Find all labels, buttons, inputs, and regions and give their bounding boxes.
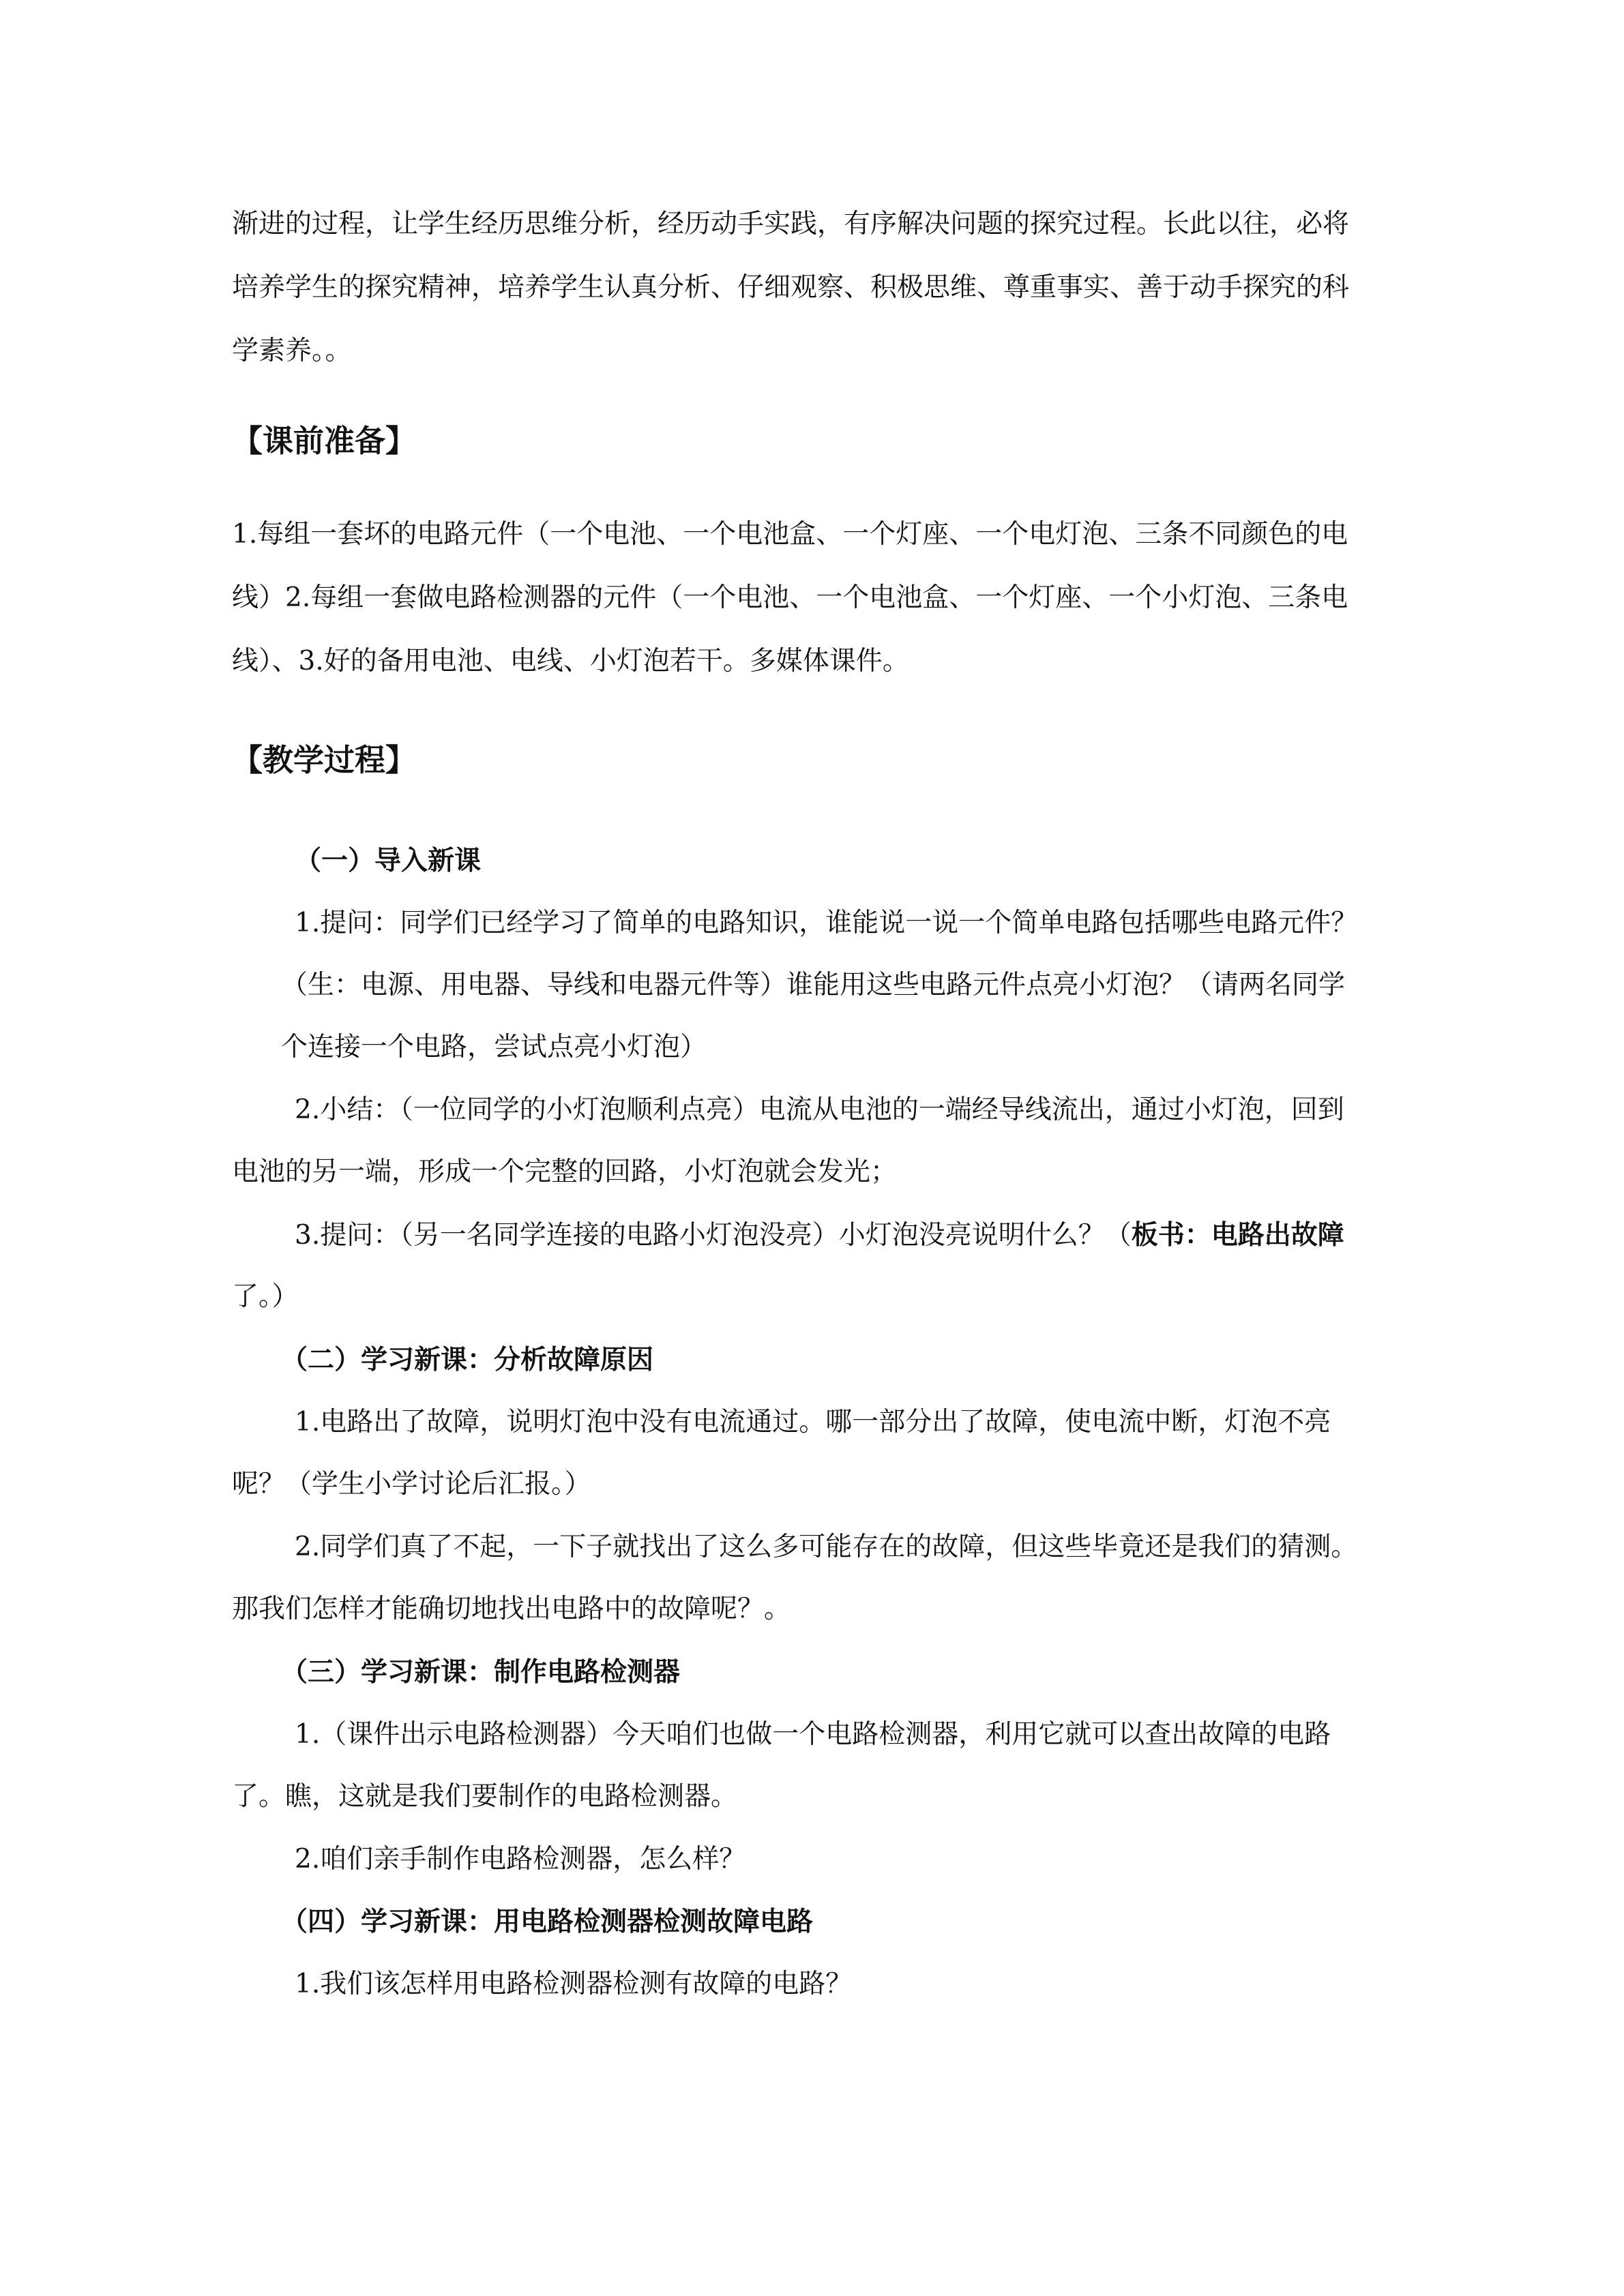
- s1-question-3-end: 了。）: [232, 1281, 299, 1312]
- intro-line-3: 学素养。。: [232, 336, 352, 366]
- s3-line-2: 了。瞧，这就是我们要制作的电路检测器。: [232, 1781, 738, 1812]
- section-4-title: （四）学习新课：用电路检测器检测故障电路: [281, 1906, 814, 1937]
- s3-line-1: 1.（课件出示电路检测器）今天咱们也做一个电路检测器，利用它就可以查出故障的电路: [295, 1719, 1331, 1750]
- s2-line-4: 那我们怎样才能确切地找出电路中的故障呢？。: [232, 1594, 791, 1624]
- s1-board-note: 板书：电路出故障: [1131, 1219, 1344, 1251]
- s1-line-2: （生：电源、用电器、导线和电器元件等）谁能用这些电路元件点亮小灯泡？（请两名同学: [281, 970, 1346, 1000]
- s2-line-1: 1.电路出了故障，说明灯泡中没有电流通过。哪一部分出了故障，使电流中断，灯泡不亮: [295, 1407, 1331, 1437]
- s1-line-4: 2.小结：（一位同学的小灯泡顺利点亮）电流从电池的一端经导线流出，通过小灯泡，回到: [295, 1094, 1344, 1125]
- s1-line-3: 个连接一个电路，尝试点亮小灯泡）: [281, 1032, 707, 1062]
- prep-line-1: 1.每组一套坏的电路元件（一个电池、一个电池盒、一个灯座、一个电灯泡、三条不同颜色的电: [232, 519, 1348, 550]
- s2-line-2: 呢？（学生小学讨论后汇报。）: [232, 1469, 591, 1500]
- s4-line-1: 1.我们该怎样用电路检测器检测有故障的电路？: [295, 1969, 853, 1999]
- process-heading: 【教学过程】: [232, 742, 417, 778]
- intro-line-1: 渐进的过程，让学生经历思维分析，经历动手实践，有序解决问题的探究过程。长此以往，必将: [232, 209, 1350, 239]
- prep-line-2: 线）2.每组一套做电路检测器的元件（一个电池、一个电池盒、一个灯座、一个小灯泡、三条电: [232, 582, 1348, 613]
- s3-line-3: 2.咱们亲手制作电路检测器，怎么样？: [295, 1844, 746, 1875]
- section-3-title: （三）学习新课：制作电路检测器: [281, 1656, 681, 1688]
- section-1-title: （一）导入新课: [295, 845, 482, 876]
- s1-line-5: 电池的另一端，形成一个完整的回路，小灯泡就会发光；: [232, 1157, 898, 1187]
- s1-line-1: 1.提问：同学们已经学习了简单的电路知识，谁能说一说一个简单电路包括哪些电路元件？: [295, 908, 1358, 938]
- intro-line-2: 培养学生的探究精神，培养学生认真分析、仔细观察、积极思维、尊重事实、善于动手探究的科: [232, 272, 1350, 303]
- prep-heading: 【课前准备】: [232, 423, 417, 459]
- prep-line-3: 线）、3.好的备用电池、电线、小灯泡若干。多媒体课件。: [232, 646, 909, 676]
- section-2-title: （二）学习新课：分析故障原因: [281, 1344, 654, 1375]
- s1-question-3: [295, 1219, 1344, 1252]
- s1-question-3-text: 3.提问：（另一名同学连接的电路小灯泡没亮）小灯泡没亮说明什么？（: [295, 1220, 1132, 1251]
- s2-line-3: 2.同学们真了不起，一下子就找出了这么多可能存在的故障，但这些毕竟还是我们的猜测。: [295, 1532, 1358, 1562]
